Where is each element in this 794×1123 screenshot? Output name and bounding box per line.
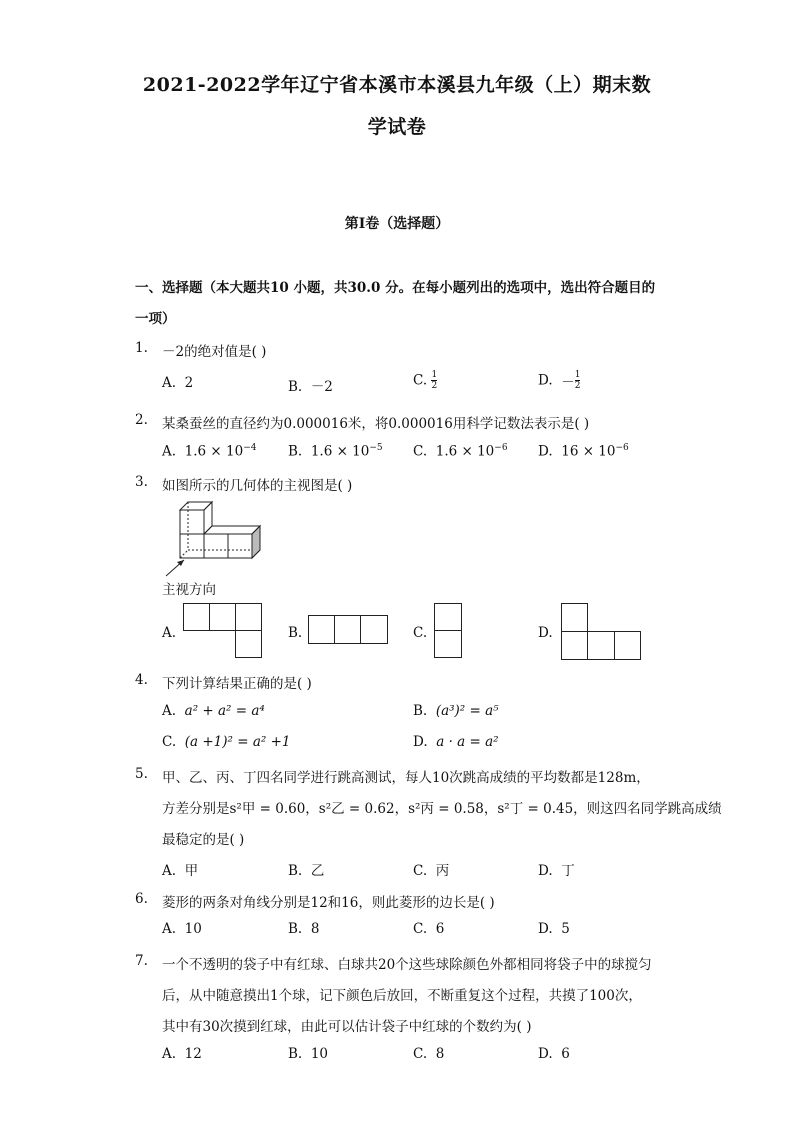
q7-option-c: C. 8 [413, 1046, 445, 1062]
q5-option-a: A. 甲 [162, 863, 199, 879]
q7-number: 7. [135, 953, 148, 969]
q3-figure-caption: 主视方向 [162, 582, 216, 598]
q5-stem: 甲、乙、丙、丁四名同学进行跳高测试，每人10次跳高成绩的平均数都是128m， [162, 770, 650, 786]
q4-option-c: C. (a +1)² = a² +1 [162, 734, 291, 750]
part-intro [135, 276, 655, 296]
q2-option-a: A. $1.6 \times 10^{-4}$ [162, 443, 257, 460]
q3-option-b-figure [308, 615, 390, 645]
part-intro-prefix: 一、选择题（ [135, 280, 216, 296]
q3-option-d-label: D. [538, 625, 553, 641]
q2-option-b: B. $1.6 \times 10^{-5}$ [288, 443, 383, 460]
q7-stem-line2: 后，从中随意摸出1个球，记下颜色后放回，不断重复这个过程，共摸了100次， [162, 988, 642, 1004]
q7-option-d: D. 6 [538, 1046, 570, 1062]
q6-option-d: D. 5 [538, 921, 570, 937]
q3-option-d-figure [561, 603, 643, 661]
q5-stem-line3: 最稳定的是( ) [162, 832, 245, 848]
q4-option-d: D. a · a = a² [413, 734, 499, 750]
q5-option-d: D. 丁 [538, 863, 575, 879]
q5-stem-line2: 方差分别是s²甲 = 0.60，s²乙 = 0.62，s²丙 = 0.58，s²丁 = 0.45，则这四名同学跳高成绩 [162, 801, 722, 817]
q1-option-d-fraction: $\frac{1}{2}$ [574, 370, 581, 391]
q4-number: 4. [135, 672, 148, 688]
part-intro-line2: 一项） [135, 311, 176, 327]
q5-option-b: B. 乙 [288, 863, 325, 879]
q1-stem: －2的绝对值是( ) [162, 344, 267, 360]
q1-option-c: C. $\frac{1}{2}$ [413, 370, 438, 391]
q6-option-c: C. 6 [413, 921, 445, 937]
q2-option-c: C. $1.6 \times 10^{-6}$ [413, 443, 508, 460]
q5-number: 5. [135, 766, 148, 782]
q2-number: 2. [135, 412, 148, 428]
q5-option-c: C. 丙 [413, 863, 450, 879]
q1-option-a: A. 2 [162, 375, 194, 391]
q1-option-b: B. －2 [288, 379, 333, 395]
part-intro-bold: 本大题共10 小题，共30.0 分。在每小题列出的选项中，选出符合题目的 [216, 280, 656, 296]
q1-option-d: D. － $\frac{1}{2}$ [538, 370, 581, 391]
q3-option-b-label: B. [288, 625, 303, 641]
q7-stem-line3: 其中有30次摸到红球，由此可以估计袋子中红球的个数约为( ) [162, 1019, 532, 1035]
q4-option-a: A. a² + a² = a⁴ [162, 703, 265, 719]
q1-option-c-fraction: $\frac{1}{2}$ [431, 370, 438, 391]
q2-stem: 某桑蚕丝的直径约为0.000016米，将0.000016用科学记数法表示是( ) [162, 416, 590, 432]
q1-number: 1. [135, 340, 148, 356]
exam-title-line1: 2021-2022学年辽宁省本溪市本溪县九年级（上）期末数 [142, 74, 652, 96]
q3-solid-figure [160, 500, 270, 580]
q3-stem: 如图所示的几何体的主视图是( ) [162, 478, 353, 494]
q6-number: 6. [135, 891, 148, 907]
q3-option-a-figure [183, 603, 263, 659]
q3-option-c-figure [434, 603, 464, 659]
q3-number: 3. [135, 474, 148, 490]
exam-title-line2: 学试卷 [367, 116, 427, 138]
q7-stem: 一个不透明的袋子中有红球、白球共20个这些球除颜色外都相同将袋子中的球搅匀 [162, 957, 652, 973]
q6-stem: 菱形的两条对角线分别是12和16，则此菱形的边长是( ) [162, 895, 495, 911]
q3-option-c-label: C. [413, 625, 428, 641]
q6-option-a: A. 10 [162, 921, 202, 937]
q7-option-b: B. 10 [288, 1046, 328, 1062]
q7-option-a: A. 12 [162, 1046, 202, 1062]
q4-option-b: B. (a³)² = a⁵ [413, 703, 499, 719]
q3-option-a-label: A. [162, 625, 177, 641]
q6-option-b: B. 8 [288, 921, 320, 937]
q4-stem: 下列计算结果正确的是( ) [162, 676, 312, 692]
q2-option-d: D. $16 \times 10^{-6}$ [538, 443, 629, 460]
section-heading: 第Ⅰ卷（选择题） [344, 216, 450, 232]
